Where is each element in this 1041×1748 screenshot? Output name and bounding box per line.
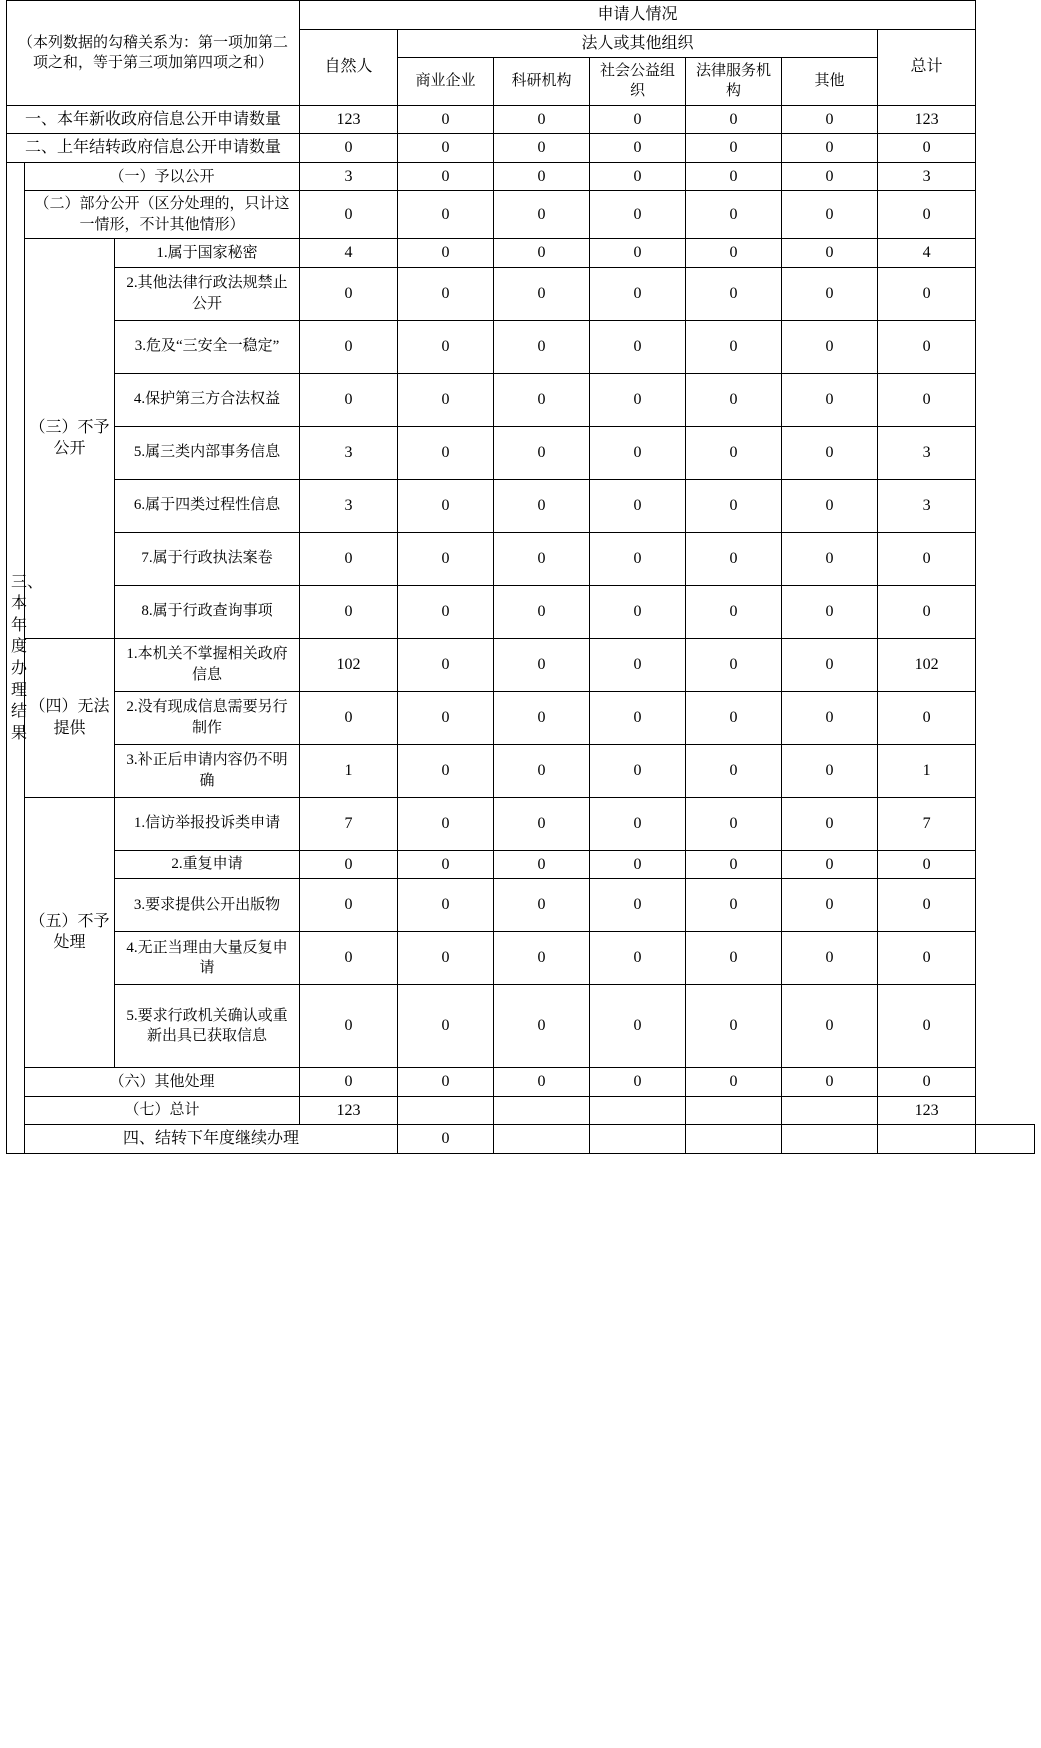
cell-value: 0 bbox=[782, 162, 878, 191]
cell-value: 0 bbox=[494, 691, 590, 744]
row-label-still-unclear-after-correction: 3.补正后申请内容仍不明确 bbox=[115, 744, 300, 797]
cell-value: 3 bbox=[878, 479, 976, 532]
cell-value: 0 bbox=[782, 691, 878, 744]
table-row bbox=[7, 426, 1035, 479]
table-row bbox=[7, 585, 1035, 638]
cell-value: 0 bbox=[590, 1068, 686, 1097]
cell-value: 0 bbox=[398, 105, 494, 134]
cell-value: 0 bbox=[300, 585, 398, 638]
cell-value: 0 bbox=[494, 585, 590, 638]
cell-value: 0 bbox=[590, 691, 686, 744]
cell-value: 3 bbox=[878, 426, 976, 479]
header-research-institution: 科研机构 bbox=[494, 58, 590, 106]
cell-value: 0 bbox=[686, 879, 782, 932]
header-commercial-enterprise: 商业企业 bbox=[398, 58, 494, 106]
cell-value: 0 bbox=[782, 191, 878, 239]
cell-value: 0 bbox=[494, 426, 590, 479]
cell-value: 0 bbox=[686, 162, 782, 191]
table-row bbox=[7, 105, 1035, 134]
cell-value: 0 bbox=[782, 105, 878, 134]
row-label-petition-complaint: 1.信访举报投诉类申请 bbox=[115, 797, 300, 850]
cell-value: 0 bbox=[590, 932, 686, 985]
cell-value bbox=[878, 1125, 976, 1154]
cell-value: 0 bbox=[590, 479, 686, 532]
cell-value: 0 bbox=[300, 1068, 398, 1097]
cell-value: 0 bbox=[686, 320, 782, 373]
cell-value: 0 bbox=[686, 238, 782, 267]
cell-value bbox=[590, 1096, 686, 1125]
cell-value: 0 bbox=[686, 691, 782, 744]
row-label-new-applications: 一、本年新收政府信息公开申请数量 bbox=[7, 105, 300, 134]
table-row bbox=[7, 479, 1035, 532]
cell-value: 0 bbox=[686, 191, 782, 239]
cell-value: 0 bbox=[782, 134, 878, 163]
cell-value: 0 bbox=[878, 879, 976, 932]
table-row bbox=[7, 191, 1035, 239]
cell-value: 0 bbox=[878, 532, 976, 585]
cell-value: 123 bbox=[878, 1096, 976, 1125]
table-row bbox=[7, 797, 1035, 850]
cell-value: 0 bbox=[300, 850, 398, 879]
cell-value: 0 bbox=[300, 191, 398, 239]
cell-value: 0 bbox=[398, 238, 494, 267]
row-label-published-material: 3.要求提供公开出版物 bbox=[115, 879, 300, 932]
cell-value: 0 bbox=[494, 105, 590, 134]
cell-value: 0 bbox=[686, 134, 782, 163]
table-row bbox=[7, 1068, 1035, 1097]
row-label-disclosed: （一）予以公开 bbox=[25, 162, 300, 191]
row-label-needs-creation: 2.没有现成信息需要另行制作 bbox=[115, 691, 300, 744]
row-label-third-party-rights: 4.保护第三方合法权益 bbox=[115, 373, 300, 426]
table-row bbox=[7, 1125, 1035, 1154]
cell-value: 0 bbox=[300, 879, 398, 932]
header-natural-person: 自然人 bbox=[300, 29, 398, 105]
cell-value: 0 bbox=[878, 985, 976, 1068]
cell-value: 0 bbox=[300, 373, 398, 426]
government-information-disclosure-table bbox=[6, 0, 1035, 1154]
cell-value: 0 bbox=[398, 426, 494, 479]
table-row bbox=[7, 162, 1035, 191]
cell-value: 0 bbox=[494, 638, 590, 691]
cell-value: 0 bbox=[398, 879, 494, 932]
cell-value: 3 bbox=[300, 426, 398, 479]
row-label-carry-to-next-year: 四、结转下年度继续办理 bbox=[25, 1125, 398, 1154]
cell-value: 0 bbox=[398, 638, 494, 691]
cell-value: 0 bbox=[878, 373, 976, 426]
cell-value: 0 bbox=[782, 638, 878, 691]
cell-value: 0 bbox=[590, 744, 686, 797]
cell-value: 0 bbox=[782, 238, 878, 267]
cell-value: 0 bbox=[300, 932, 398, 985]
cell-value: 0 bbox=[398, 320, 494, 373]
cell-value: 1 bbox=[878, 744, 976, 797]
cell-value: 0 bbox=[782, 850, 878, 879]
cell-value: 0 bbox=[398, 985, 494, 1068]
cell-value: 7 bbox=[300, 797, 398, 850]
cell-value: 0 bbox=[782, 744, 878, 797]
cell-value: 0 bbox=[590, 162, 686, 191]
cell-value: 0 bbox=[398, 267, 494, 320]
header-legal-service-org: 法律服务机构 bbox=[686, 58, 782, 106]
cell-value: 0 bbox=[494, 879, 590, 932]
cell-value: 0 bbox=[686, 744, 782, 797]
cell-value: 0 bbox=[782, 267, 878, 320]
cell-value: 0 bbox=[398, 1125, 494, 1154]
cell-value: 0 bbox=[590, 191, 686, 239]
cell-value bbox=[398, 1096, 494, 1125]
cell-value: 0 bbox=[878, 320, 976, 373]
row-label-enforcement-case-file: 7.属于行政执法案卷 bbox=[115, 532, 300, 585]
cell-value: 0 bbox=[590, 426, 686, 479]
cell-value: 0 bbox=[494, 267, 590, 320]
row-label-not-processed: （五）不予处理 bbox=[25, 797, 115, 1068]
row-label-internal-affairs: 5.属三类内部事务信息 bbox=[115, 426, 300, 479]
cell-value: 0 bbox=[300, 985, 398, 1068]
cell-value: 0 bbox=[494, 162, 590, 191]
cell-value: 0 bbox=[494, 238, 590, 267]
cell-value: 123 bbox=[300, 105, 398, 134]
cell-value: 0 bbox=[398, 744, 494, 797]
cell-value: 0 bbox=[686, 638, 782, 691]
cell-value: 0 bbox=[878, 691, 976, 744]
table-row bbox=[7, 134, 1035, 163]
table-row bbox=[7, 1096, 1035, 1125]
row-label-state-secret: 1.属于国家秘密 bbox=[115, 238, 300, 267]
table-row bbox=[7, 638, 1035, 691]
cell-value: 0 bbox=[590, 373, 686, 426]
cell-value: 0 bbox=[782, 426, 878, 479]
note-cell: （本列数据的勾稽关系为：第一项加第二项之和，等于第三项加第四项之和） bbox=[7, 1, 300, 106]
cell-value bbox=[686, 1096, 782, 1125]
row-label-unable-to-provide: （四）无法提供 bbox=[25, 638, 115, 797]
cell-value: 0 bbox=[300, 320, 398, 373]
cell-value: 0 bbox=[782, 879, 878, 932]
cell-value: 0 bbox=[686, 850, 782, 879]
row-label-other-processing: （六）其他处理 bbox=[25, 1068, 300, 1097]
cell-value: 0 bbox=[494, 479, 590, 532]
header-total: 总计 bbox=[878, 29, 976, 105]
row-label-reconfirm-issued-info: 5.要求行政机关确认或重新出具已获取信息 bbox=[115, 985, 300, 1068]
cell-value: 4 bbox=[300, 238, 398, 267]
header-other: 其他 bbox=[782, 58, 878, 106]
row-label-partially-disclosed: （二）部分公开（区分处理的，只计这一情形，不计其他情形） bbox=[25, 191, 300, 239]
cell-value: 0 bbox=[590, 105, 686, 134]
header-applicant-group: 申请人情况 bbox=[300, 1, 976, 30]
table-row bbox=[7, 373, 1035, 426]
cell-value: 0 bbox=[590, 585, 686, 638]
cell-value bbox=[976, 1125, 1035, 1154]
cell-value bbox=[590, 1125, 686, 1154]
cell-value: 0 bbox=[398, 932, 494, 985]
cell-value: 0 bbox=[782, 1068, 878, 1097]
cell-value: 0 bbox=[590, 850, 686, 879]
cell-value: 0 bbox=[686, 985, 782, 1068]
cell-value: 102 bbox=[300, 638, 398, 691]
row-label-other-law-prohibited: 2.其他法律行政法规禁止公开 bbox=[115, 267, 300, 320]
cell-value: 0 bbox=[782, 479, 878, 532]
row-label-administrative-inquiry: 8.属于行政查询事项 bbox=[115, 585, 300, 638]
cell-value: 3 bbox=[300, 162, 398, 191]
header-legal-group: 法人或其他组织 bbox=[398, 29, 878, 58]
cell-value: 0 bbox=[398, 532, 494, 585]
table-row bbox=[7, 985, 1035, 1068]
cell-value: 0 bbox=[782, 797, 878, 850]
cell-value: 0 bbox=[590, 638, 686, 691]
row-label-unreasonable-repeat: 4.无正当理由大量反复申请 bbox=[115, 932, 300, 985]
cell-value: 0 bbox=[494, 985, 590, 1068]
cell-value: 0 bbox=[878, 267, 976, 320]
table-row bbox=[7, 532, 1035, 585]
cell-value: 0 bbox=[686, 373, 782, 426]
cell-value: 0 bbox=[398, 479, 494, 532]
cell-value: 0 bbox=[782, 985, 878, 1068]
cell-value: 0 bbox=[300, 267, 398, 320]
cell-value: 0 bbox=[878, 850, 976, 879]
row-label-not-disclosed: （三）不予公开 bbox=[25, 238, 115, 638]
cell-value: 102 bbox=[878, 638, 976, 691]
cell-value: 0 bbox=[686, 1068, 782, 1097]
cell-value: 0 bbox=[590, 238, 686, 267]
cell-value: 0 bbox=[686, 585, 782, 638]
cell-value: 0 bbox=[878, 932, 976, 985]
cell-value bbox=[782, 1096, 878, 1125]
cell-value: 0 bbox=[878, 191, 976, 239]
cell-value: 0 bbox=[590, 267, 686, 320]
cell-value: 0 bbox=[686, 267, 782, 320]
cell-value: 0 bbox=[398, 373, 494, 426]
cell-value: 7 bbox=[878, 797, 976, 850]
cell-value: 0 bbox=[494, 744, 590, 797]
cell-value: 0 bbox=[878, 585, 976, 638]
cell-value bbox=[494, 1125, 590, 1154]
cell-value: 0 bbox=[494, 191, 590, 239]
cell-value: 4 bbox=[878, 238, 976, 267]
cell-value: 0 bbox=[398, 134, 494, 163]
cell-value: 1 bbox=[300, 744, 398, 797]
cell-value: 0 bbox=[300, 134, 398, 163]
cell-value: 0 bbox=[686, 105, 782, 134]
cell-value: 0 bbox=[590, 879, 686, 932]
cell-value: 0 bbox=[398, 691, 494, 744]
cell-value: 0 bbox=[398, 585, 494, 638]
row-label-not-held-by-agency: 1.本机关不掌握相关政府信息 bbox=[115, 638, 300, 691]
cell-value: 0 bbox=[494, 134, 590, 163]
cell-value: 0 bbox=[398, 162, 494, 191]
cell-value: 0 bbox=[590, 985, 686, 1068]
cell-value: 0 bbox=[398, 797, 494, 850]
cell-value bbox=[782, 1125, 878, 1154]
table-row bbox=[7, 320, 1035, 373]
cell-value: 123 bbox=[300, 1096, 398, 1125]
cell-value: 0 bbox=[494, 1068, 590, 1097]
cell-value: 0 bbox=[590, 320, 686, 373]
cell-value: 0 bbox=[590, 797, 686, 850]
row-label-subtotal: （七）总计 bbox=[25, 1096, 300, 1125]
cell-value: 0 bbox=[398, 191, 494, 239]
table-row bbox=[7, 850, 1035, 879]
row-label-process-information: 6.属于四类过程性信息 bbox=[115, 479, 300, 532]
cell-value: 0 bbox=[300, 532, 398, 585]
cell-value: 0 bbox=[878, 134, 976, 163]
table-row bbox=[7, 691, 1035, 744]
cell-value: 123 bbox=[878, 105, 976, 134]
cell-value: 0 bbox=[686, 932, 782, 985]
cell-value: 0 bbox=[494, 532, 590, 585]
cell-value: 0 bbox=[398, 850, 494, 879]
cell-value: 0 bbox=[300, 691, 398, 744]
row-label-this-year-results: 三、本年度办理结果 bbox=[7, 162, 25, 1153]
header-row-1 bbox=[7, 1, 1035, 30]
cell-value: 0 bbox=[878, 1068, 976, 1097]
cell-value: 0 bbox=[686, 426, 782, 479]
row-label-endanger-safety-stability: 3.危及“三安全一稳定” bbox=[115, 320, 300, 373]
cell-value bbox=[494, 1096, 590, 1125]
cell-value: 3 bbox=[878, 162, 976, 191]
cell-value: 0 bbox=[398, 1068, 494, 1097]
cell-value: 0 bbox=[686, 797, 782, 850]
table-row bbox=[7, 932, 1035, 985]
cell-value: 0 bbox=[494, 373, 590, 426]
cell-value: 0 bbox=[494, 850, 590, 879]
cell-value: 0 bbox=[494, 797, 590, 850]
cell-value: 3 bbox=[300, 479, 398, 532]
table-row bbox=[7, 744, 1035, 797]
cell-value: 0 bbox=[782, 532, 878, 585]
cell-value bbox=[686, 1125, 782, 1154]
cell-value: 0 bbox=[686, 532, 782, 585]
cell-value: 0 bbox=[782, 932, 878, 985]
header-social-welfare-org: 社会公益组织 bbox=[590, 58, 686, 106]
cell-value: 0 bbox=[590, 532, 686, 585]
table-row bbox=[7, 879, 1035, 932]
cell-value: 0 bbox=[782, 373, 878, 426]
cell-value: 0 bbox=[782, 585, 878, 638]
cell-value: 0 bbox=[494, 320, 590, 373]
table-row bbox=[7, 238, 1035, 267]
cell-value: 0 bbox=[782, 320, 878, 373]
row-label-repeat-application: 2.重复申请 bbox=[115, 850, 300, 879]
table-row bbox=[7, 267, 1035, 320]
cell-value: 0 bbox=[686, 479, 782, 532]
cell-value: 0 bbox=[494, 932, 590, 985]
row-label-carried-over: 二、上年结转政府信息公开申请数量 bbox=[7, 134, 300, 163]
cell-value: 0 bbox=[590, 134, 686, 163]
